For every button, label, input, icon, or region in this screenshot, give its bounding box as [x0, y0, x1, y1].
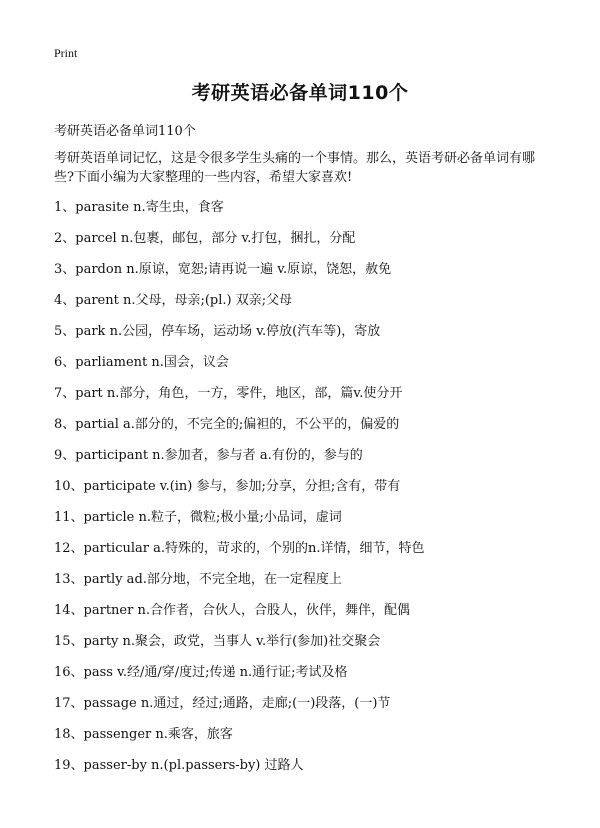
word-list-item: 5、park n.公园，停车场，运动场 v.停放(汽车等)，寄放	[54, 324, 381, 339]
word-list-item: 16、pass v.经/通/穿/度过;传递 n.通行证;考试及格	[54, 665, 348, 680]
word-list-item: 8、partial a.部分的，不完全的;偏袒的，不公平的，偏爱的	[54, 417, 400, 432]
word-list-item: 1、parasite n.寄生虫，食客	[54, 200, 224, 215]
word-list-item: 19、passer-by n.(pl.passers-by) 过路人	[54, 758, 304, 773]
word-list-item: 14、partner n.合作者，合伙人，合股人，伙伴，舞伴，配偶	[54, 603, 410, 618]
word-list-item: 10、participate v.(in) 参与，参加;分享，分担;含有，带有	[54, 479, 401, 494]
word-list-item: 13、partly ad.部分地，不完全地，在一定程度上	[54, 572, 342, 587]
word-list-item: 2、parcel n.包裹，邮包，部分 v.打包，捆扎，分配	[54, 231, 356, 246]
word-list-item: 9、participant n.参加者，参与者 a.有份的，参与的	[54, 448, 363, 463]
word-list-item: 15、party n.聚会，政党，当事人 v.举行(参加)社交聚会	[54, 634, 381, 649]
word-list-item: 12、particular a.特殊的，苛求的，个别的n.详情，细节，特色	[54, 541, 425, 556]
word-list-item: 17、passage n.通过，经过;通路，走廊;(一)段落，(一)节	[54, 696, 391, 711]
document-subtitle: 考研英语必备单词110个	[54, 124, 196, 139]
word-list-item: 4、parent n.父母，母亲;(pl.) 双亲;父母	[54, 293, 293, 308]
intro-paragraph: 考研英语单词记忆，这是令很多学生头痛的一个事情。那么，英语考研必备单词有哪些?下面小编为大家整理的一些内容，希望大家喜欢!	[54, 151, 536, 185]
print-link[interactable]: Print	[54, 46, 78, 60]
word-list-item: 11、particle n.粒子，微粒;极小量;小品词，虚词	[54, 510, 342, 525]
document-title: 考研英语必备单词110个	[191, 82, 409, 104]
word-list-item: 7、part n.部分，角色，一方，零件，地区，部，篇v.使分开	[54, 386, 403, 401]
word-list-item: 3、pardon n.原谅，宽恕;请再说一遍 v.原谅，饶恕，赦免	[54, 262, 392, 277]
word-list-item: 6、parliament n.国会，议会	[54, 355, 229, 370]
word-list	[54, 198, 574, 787]
word-list-item: 18、passenger n.乘客，旅客	[54, 727, 233, 742]
